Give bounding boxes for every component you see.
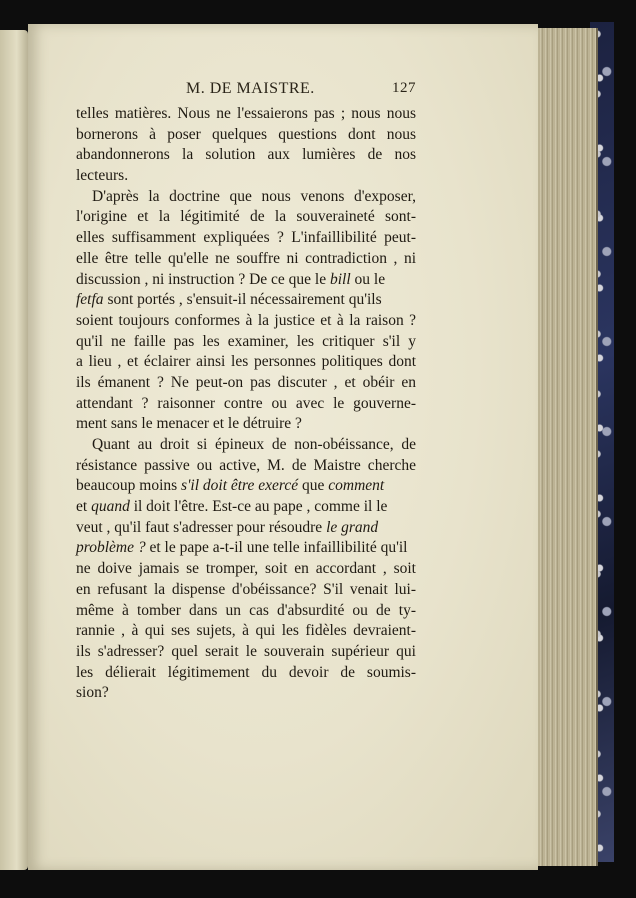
text-line: telles matières. Nous ne l'essaierons pas ; nous nous [76,105,416,122]
italic-word: bill [329,270,351,288]
text-line: ils émanent ? Ne peut-on pas discuter , et obéir en [76,373,416,391]
text-line: ils s'adresser? quel serait le souverain supérieur qui [76,642,416,660]
italic-word: fetfa [76,291,104,309]
left-page-edge [0,30,28,870]
text-fragment: veut , qu'il faut s'adresser pour résoudre [76,518,327,536]
text-fragment: et le pape a-t-il une telle infaillibilité qu'il [145,539,408,557]
text-fragment: ou le [350,270,386,288]
italic-phrase: s'il doit être exercé [181,477,299,495]
text-line: abandonnerons la solution aux lumières de nos [76,146,416,164]
text-fragment: discussion , ni instruction ? De ce que le [76,270,330,288]
text-line: ment sans le menacer et le détruire ? [76,415,302,433]
text-line: soient toujours conformes à la justice et à la raison ? [76,311,416,329]
text-line: ne doive jamais se tromper, soit en accordant , soit [76,560,416,578]
text-line [76,290,416,311]
text-line: l'origine et la légitimité de la souveraineté sont- [76,208,416,226]
italic-phrase: problème ? [76,539,146,557]
text-line: sion? [76,684,109,702]
text-fragment: beaucoup moins [76,477,182,495]
text-line [76,270,416,291]
running-title: M. DE MAISTRE. [186,80,315,97]
italic-word: comment [328,477,385,495]
text-fragment: et [76,498,92,516]
text-fragment: il doit l'être. Est-ce au pape , comme il le [129,498,388,516]
body-text [76,104,416,704]
text-line [76,538,416,559]
text-line: même à tomber dans un cas d'absurdité ou de ty- [76,601,416,619]
text-fragment: que [298,477,329,495]
text-line: résistance passive ou active, M. de Maistre cherche [76,456,416,474]
text-line: Quant au droit si épineux de non-obéissance, de [92,436,416,453]
text-line: a lieu , et éclairer ainsi les personnes politiques dont [76,353,416,371]
italic-word: quand [91,498,130,516]
text-line: qu'il ne faille pas les examiner, les critiquer s'il y [76,332,416,350]
text-line [76,518,416,539]
italic-phrase: le grand [326,518,379,536]
text-line: rannie , à qui ses sujets, à qui les fidèles devraient- [76,622,416,640]
text-fragment: sont portés , s'ensuit-il nécessairement qu'ils [103,291,382,309]
text-line [76,497,416,518]
page-number: 127 [392,80,416,96]
text-line: D'après la doctrine que nous venons d'exposer, [92,187,416,205]
text-line: elle être telle qu'elle ne souffre ni contradiction , ni [76,249,416,267]
text-line: bornerons à poser quelques questions dont nous [76,125,416,143]
text-line: lecteurs. [76,167,129,185]
text-line: attendant ? raisonner contre ou avec le gouverne- [76,394,416,412]
text-line: en refusant la dispense d'obéissance? S'il venait lui- [76,580,416,598]
text-line: les délierait légitimement du devoir de soumis- [76,663,416,681]
text-line: elles suffisamment expliquées ? L'infaillibilité peut- [76,229,416,247]
page-header [76,80,416,102]
text-line [76,476,416,497]
